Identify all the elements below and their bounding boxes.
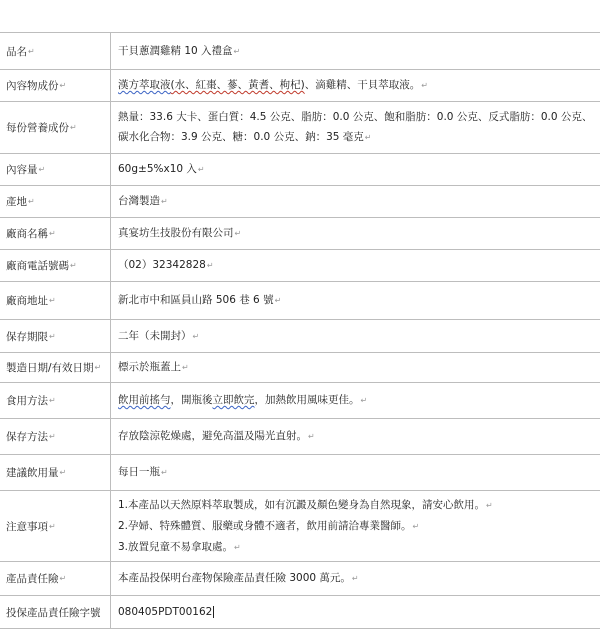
paragraph-mark-icon: ↵ — [59, 574, 67, 583]
paragraph-mark-icon: ↵ — [161, 197, 168, 206]
row-value-text: （02）32342828 — [118, 259, 206, 271]
row-value — [111, 353, 600, 382]
row-label-text: 建議飲用量 — [6, 467, 59, 479]
row-value — [111, 562, 600, 595]
paragraph-mark-icon: ↵ — [412, 521, 420, 531]
row-label — [0, 282, 111, 319]
paragraph-mark-icon: ↵ — [28, 46, 35, 56]
row-label-text: 注意事項 — [6, 520, 48, 533]
paragraph-mark-icon: ↵ — [38, 165, 46, 174]
row-label — [0, 186, 111, 217]
row-label-text: 廠商電話號碼 — [6, 260, 69, 272]
ingredient-herbal-extract: 漢方萃取液 — [118, 79, 171, 91]
paragraph-mark-icon: ↵ — [486, 500, 493, 510]
row-label — [0, 33, 111, 69]
row-value — [111, 491, 600, 561]
table-row-ingredients — [0, 70, 600, 102]
row-label — [0, 562, 111, 595]
row-label-text: 內容量 — [6, 164, 38, 176]
row-label — [0, 218, 111, 249]
row-value — [111, 419, 600, 454]
row-value-text: 60g±5%x10 入 — [118, 163, 197, 175]
table-row-origin — [0, 186, 600, 218]
row-value-text: 台灣製造 — [118, 195, 160, 207]
row-value[interactable] — [111, 596, 600, 628]
paragraph-mark-icon: ↵ — [308, 432, 315, 441]
row-label — [0, 383, 111, 418]
paragraph-mark-icon: ↵ — [421, 81, 428, 90]
paragraph-mark-icon: ↵ — [49, 521, 56, 531]
notes-line-3: 3.放置兒童不易拿取處。 — [118, 540, 234, 553]
usage-drink-now: 立即飲完 — [212, 394, 255, 406]
table-row-product-name — [0, 33, 600, 70]
row-value-text: 每日一瓶 — [118, 466, 160, 478]
text-cursor — [213, 606, 214, 618]
row-label — [0, 491, 111, 561]
table-row-policy-number — [0, 596, 600, 629]
row-label-text: 保存期限 — [6, 330, 48, 343]
row-value-text: 二年（未開封） — [118, 329, 192, 342]
row-label — [0, 320, 111, 352]
paragraph-mark-icon: ↵ — [206, 261, 214, 270]
ingredient-herb-list: (水、紅棗、蔘、黃耆、枸杞) — [170, 79, 305, 91]
row-value — [111, 218, 600, 249]
paragraph-mark-icon: ↵ — [351, 574, 359, 583]
paragraph-mark-icon: ↵ — [364, 133, 372, 142]
table-row-nutrition — [0, 102, 600, 154]
row-value-text: 080405PDT00162 — [118, 606, 213, 618]
table-row-shelf-life — [0, 320, 600, 353]
row-value — [111, 102, 600, 153]
row-value — [111, 383, 600, 418]
row-value — [111, 33, 600, 69]
row-label-text: 保存方法 — [6, 431, 48, 443]
paragraph-mark-icon: ↵ — [182, 363, 189, 372]
row-label-text: 品名 — [6, 45, 27, 58]
notes-line-2: 2.孕婦、特殊體質、服藥或身體不適者，飲用前請洽專業醫師。 — [118, 519, 412, 532]
row-value-text: 新北市中和區員山路 506 巷 6 號 — [118, 294, 274, 306]
row-label — [0, 455, 111, 490]
paragraph-mark-icon: ↵ — [161, 468, 168, 477]
paragraph-mark-icon: ↵ — [274, 296, 282, 305]
table-row-manufacturer — [0, 218, 600, 250]
row-value — [111, 282, 600, 319]
paragraph-mark-icon: ↵ — [234, 229, 242, 238]
row-value-text: 標示於瓶蓋上 — [118, 361, 181, 373]
usage-shake: 飲用前搖勻 — [118, 394, 171, 406]
ingredient-rest: 、滴雞精、干貝萃取液。 — [304, 79, 421, 91]
paragraph-mark-icon: ↵ — [192, 331, 200, 341]
row-label — [0, 102, 111, 153]
paragraph-mark-icon: ↵ — [49, 331, 56, 341]
table-row-dosage — [0, 455, 600, 491]
table-row-phone — [0, 250, 600, 282]
paragraph-mark-icon: ↵ — [70, 261, 77, 270]
usage-rest: ，加熱飲用風味更佳。 — [254, 394, 360, 406]
paragraph-mark-icon: ↵ — [197, 165, 205, 174]
row-label — [0, 419, 111, 454]
nutrition-line-1: 熱量：33.6 大卡、蛋白質：4.5 公克、脂肪：0.0 公克、飽和脂肪：0.0 公克、反式脂肪：0.0 公克、 — [118, 111, 593, 123]
paragraph-mark-icon: ↵ — [28, 197, 35, 206]
table-row-notes — [0, 491, 600, 562]
paragraph-mark-icon: ↵ — [49, 229, 56, 238]
row-value-text: 真宴坊生技股份有限公司 — [118, 227, 234, 239]
paragraph-mark-icon: ↵ — [49, 296, 56, 305]
paragraph-mark-icon: ↵ — [360, 396, 368, 405]
table-row-dates — [0, 353, 600, 383]
row-value — [111, 154, 600, 185]
row-label — [0, 70, 111, 101]
row-label — [0, 596, 111, 628]
table-row-storage — [0, 419, 600, 455]
table-row-usage — [0, 383, 600, 419]
row-label-text: 食用方法 — [6, 395, 48, 407]
nutrition-line-2: 碳水化合物：3.9 公克、糖：0.0 公克、鈉：35 毫克 — [118, 131, 364, 143]
paragraph-mark-icon: ↵ — [59, 468, 67, 477]
row-label — [0, 250, 111, 281]
row-label — [0, 154, 111, 185]
row-label-text: 廠商名稱 — [6, 228, 48, 240]
product-spec-table — [0, 32, 600, 629]
paragraph-mark-icon: ↵ — [49, 396, 56, 405]
paragraph-mark-icon: ↵ — [49, 432, 56, 441]
row-value-text: 存放陰涼乾燥處，避免高溫及陽光直射。 — [118, 430, 307, 442]
row-value — [111, 455, 600, 490]
paragraph-mark-icon: ↵ — [59, 81, 67, 90]
row-label-text: 產地 — [6, 196, 27, 208]
row-label-text: 投保產品責任險字號 — [6, 606, 101, 619]
row-value — [111, 186, 600, 217]
notes-line-1: 1.本產品以天然原料萃取製成，如有沉澱及顏色變身為自然現象，請安心飲用。 — [118, 498, 486, 511]
row-label-text: 製造日期/有效日期 — [6, 362, 94, 374]
usage-open: ，開瓶後 — [170, 394, 213, 406]
table-row-address — [0, 282, 600, 320]
row-label — [0, 353, 111, 382]
row-label-text: 產品責任險 — [6, 573, 59, 585]
row-value — [111, 320, 600, 352]
row-label-text: 內容物成份 — [6, 80, 59, 92]
row-value-text: 本產品投保明台產物保險產品責任險 3000 萬元。 — [118, 572, 351, 584]
row-value-text: 干貝蔥潤雞精 10 入禮盒 — [118, 44, 233, 57]
paragraph-mark-icon: ↵ — [233, 46, 241, 56]
paragraph-mark-icon: ↵ — [94, 363, 102, 372]
table-row-liability — [0, 562, 600, 596]
row-label-text: 每份營養成份 — [6, 122, 69, 134]
table-row-net-content — [0, 154, 600, 186]
row-label-text: 廠商地址 — [6, 295, 48, 307]
row-value — [111, 70, 600, 101]
row-value — [111, 250, 600, 281]
paragraph-mark-icon: ↵ — [70, 123, 77, 132]
paragraph-mark-icon: ↵ — [234, 542, 241, 552]
